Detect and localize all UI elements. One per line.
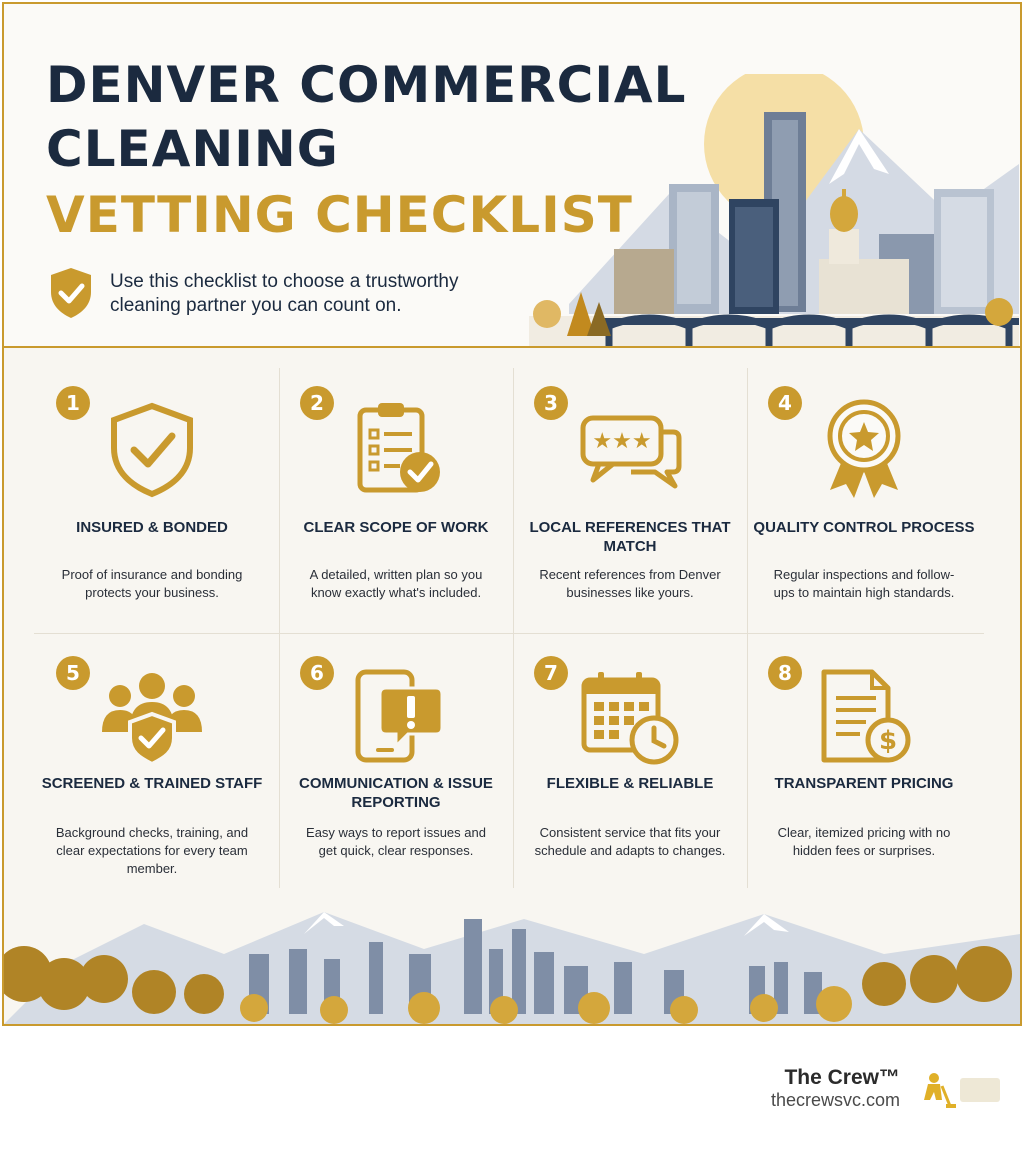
the-crew-logo-icon	[920, 1070, 1004, 1110]
item-number: 4	[768, 386, 802, 420]
svg-text:★★★: ★★★	[592, 429, 652, 454]
clipboard-check-icon	[346, 398, 446, 498]
item-title: SCREENED & TRAINED STAFF	[41, 775, 263, 792]
shield-check-icon	[102, 398, 202, 498]
item-number: 6	[300, 656, 334, 690]
checklist-item-4	[748, 348, 980, 628]
shield-check-badge-icon	[48, 266, 94, 320]
title-line-2: CLEANING	[46, 120, 339, 178]
infographic-frame	[2, 2, 1022, 1026]
checklist-item-8	[748, 634, 980, 914]
checklist-item-2	[280, 348, 512, 628]
title-line-3: VETTING CHECKLIST	[46, 186, 633, 244]
item-title: QUALITY CONTROL PROCESS	[753, 519, 975, 536]
review-stars-icon	[564, 398, 694, 498]
item-description: Background checks, training, and clear expectations for every team member.	[55, 825, 249, 876]
header	[4, 4, 1020, 348]
invoice-dollar-icon	[814, 666, 914, 766]
checklist-item-5	[36, 634, 268, 914]
mountain-skyline-illustration	[4, 904, 1020, 1024]
checklist-item-6	[280, 634, 512, 914]
checklist-item-3	[514, 348, 746, 628]
calendar-clock-icon	[580, 666, 680, 766]
item-description: Recent references from Denver businesses like yours.	[539, 567, 721, 600]
item-description: Regular inspections and follow-ups to maintain high standards.	[773, 567, 955, 600]
item-title: LOCAL REFERENCES THAT MATCH	[529, 519, 731, 555]
item-title: TRANSPARENT PRICING	[774, 775, 954, 792]
item-number: 2	[300, 386, 334, 420]
item-description: Easy ways to report issues and get quick, clear responses.	[306, 825, 486, 858]
title-line-1: DENVER COMMERCIAL	[46, 56, 687, 114]
brand-url[interactable]: thecrewsvc.com	[770, 1090, 900, 1110]
item-title: COMMUNICATION & ISSUE REPORTING	[299, 775, 493, 811]
item-title: FLEXIBLE & RELIABLE	[546, 775, 714, 792]
award-ribbon-icon	[814, 398, 914, 498]
item-description: Clear, itemized pricing with no hidden fees or surprises.	[777, 825, 951, 858]
item-number: 5	[56, 656, 90, 690]
phone-alert-icon	[346, 666, 446, 766]
item-number: 1	[56, 386, 90, 420]
checklist-item-7	[514, 634, 746, 914]
svg-text:$: $	[878, 726, 898, 756]
item-title: INSURED & BONDED	[76, 519, 228, 536]
team-shield-icon	[92, 666, 212, 766]
checklist-grid	[4, 348, 1020, 908]
item-number: 3	[534, 386, 568, 420]
item-title: CLEAR SCOPE OF WORK	[303, 519, 489, 536]
item-number: 7	[534, 656, 568, 690]
item-description: A detailed, written plan so you know exactly what's included.	[309, 567, 483, 600]
item-description: Consistent service that fits your schedule and adapts to changes.	[534, 825, 726, 858]
item-number: 8	[768, 656, 802, 690]
denver-cityscape-illustration	[529, 74, 1019, 346]
brand-name: The Crew™	[784, 1066, 900, 1089]
item-description: Proof of insurance and bonding protects your business.	[61, 567, 243, 600]
subtitle: Use this checklist to choose a trustworthy cleaning partner you can count on.	[110, 271, 459, 316]
checklist-item-1	[36, 348, 268, 628]
